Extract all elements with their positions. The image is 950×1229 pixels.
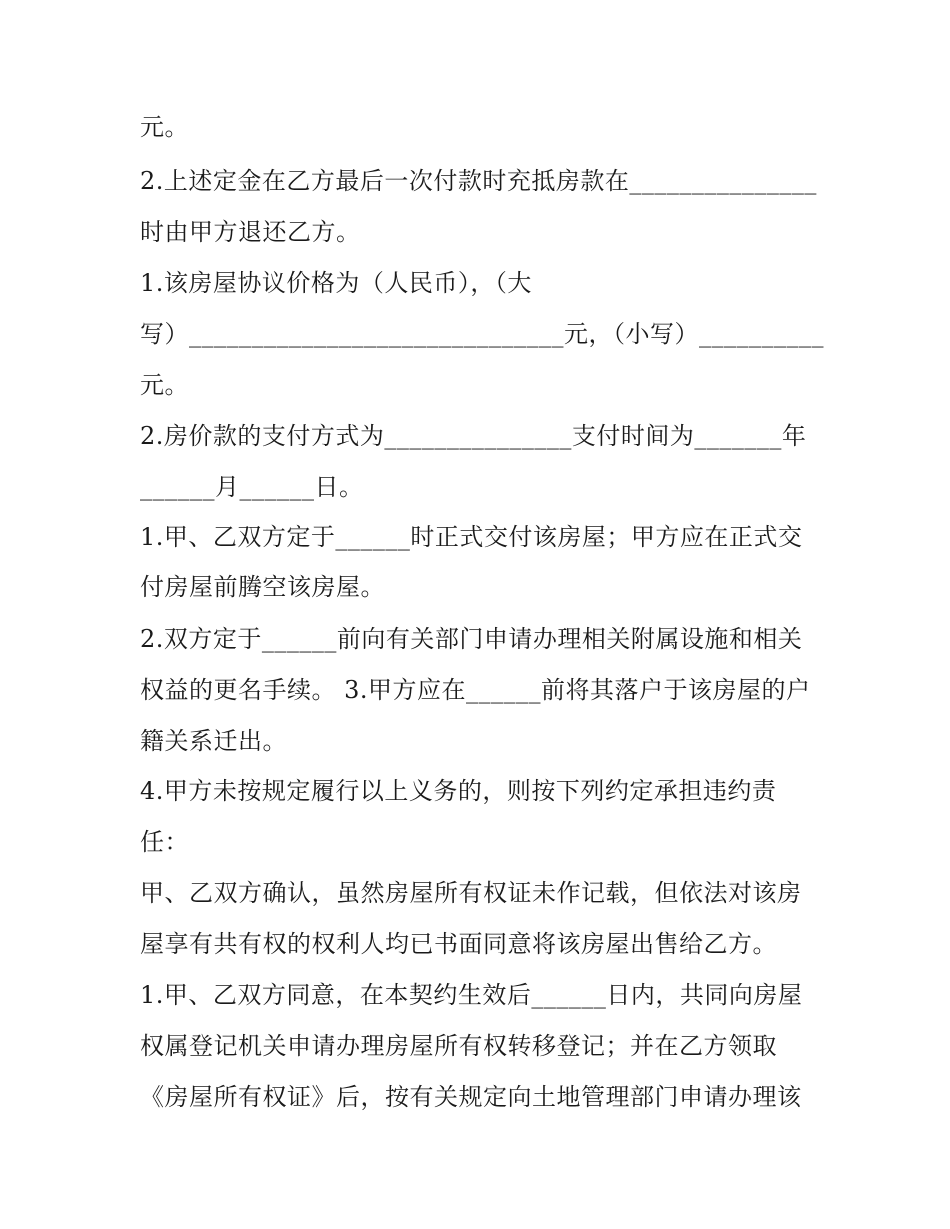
text-line-20: 《房屋所有权证》后，按有关规定向土地管理部门申请办理该 [140, 1083, 802, 1111]
text-line-19: 权属登记机关申请办理房屋所有权转移登记；并在乙方领取 [140, 1032, 777, 1060]
text-line-12: 权益的更名手续。 3.甲方应在______前将其落户于该房屋的户 [140, 676, 811, 704]
text-line-5: 写）______________________________元，（小写）__________ [140, 320, 824, 348]
text-line-8: ______月______日。 [140, 473, 364, 501]
text-line-3: 时由甲方退还乙方。 [140, 218, 361, 246]
text-line-16: 甲、乙双方确认，虽然房屋所有权证未作记载，但依法对该房 [140, 879, 802, 907]
text-line-9: 1.甲、乙双方定于______时正式交付该房屋；甲方应在正式交 [140, 523, 803, 551]
text-line-15: 任： [140, 828, 189, 856]
text-line-4: 1.该房屋协议价格为（人民币），（大 [140, 269, 532, 297]
text-line-17: 屋享有共有权的权利人均已书面同意将该房屋出售给乙方。 [140, 930, 777, 958]
text-line-14: 4.甲方未按规定履行以上义务的，则按下列约定承担违约责 [140, 777, 777, 805]
text-line-10: 付房屋前腾空该房屋。 [140, 573, 385, 601]
text-line-7: 2.房价款的支付方式为_______________支付时间为_______年 [140, 422, 807, 450]
text-line-6: 元。 [140, 371, 189, 399]
text-line-1: 元。 [140, 113, 189, 141]
text-line-2: 2.上述定金在乙方最后一次付款时充抵房款在_______________ [140, 167, 817, 195]
text-line-18: 1.甲、乙双方同意，在本契约生效后______日内，共同向房屋 [140, 981, 803, 1009]
text-line-11: 2.双方定于______前向有关部门申请办理相关附属设施和相关 [140, 625, 803, 653]
text-line-13: 籍关系迁出。 [140, 727, 287, 755]
